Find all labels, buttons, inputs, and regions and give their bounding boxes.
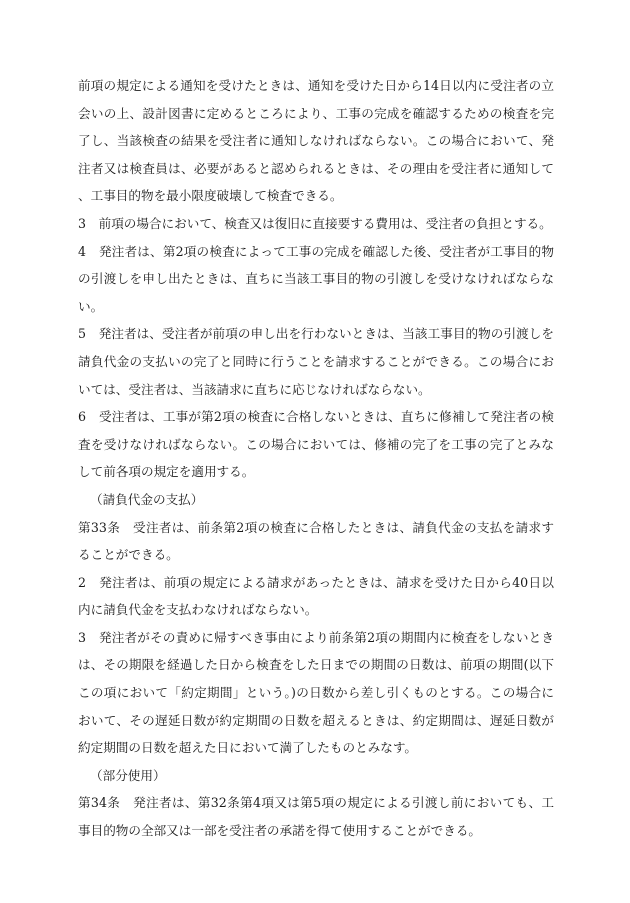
paragraph-clause-32-4: 4 発注者は、第2項の検査によって工事の完成を確認した後、受注者が工事目的物の引渡しを申し出たときは、直ちに当該工事目的物の引渡しを受けなければならない。 bbox=[78, 243, 554, 314]
paragraph-clause-32-6: 6 受注者は、工事が第2項の検査に合格しないときは、直ちに修補して発注者の検査を受けなければならない。この場合においては、修補の完了を工事の完了とみなして前各項の規定を適用する。 bbox=[78, 409, 555, 480]
paragraph-clause-33-3: 3 発注者がその責めに帰すべき事由により前条第2項の期間内に検査をしないときは、その期限を経過した日から検査をした日までの期間の日数は、前項の期間(以下この項において「約定期間」という。)の日数から差し引くものとする。この場合において、その遅延日数が約定期間の日数を超えるときは、約定期間は、遅延日数が約定期間の日数を超えた日において満了したものとみなす。 bbox=[78, 629, 554, 756]
section-heading-payment: （請負代金の支払） bbox=[90, 491, 204, 507]
paragraph-article-33: 第33条 受注者は、前条第2項の検査に合格したときは、請負代金の支払を請求することができる。 bbox=[78, 519, 554, 563]
paragraph-article-34: 第34条 発注者は、第32条第4項又は第5項の規定による引渡し前においても、工事目的物の全部又は一部を受注者の承諾を得て使用することができる。 bbox=[78, 795, 554, 839]
paragraph-clause-32-5: 5 発注者は、受注者が前項の申し出を行わないときは、当該工事目的物の引渡しを請負代金の支払いの完了と同時に行うことを請求することができる。この場合においては、受注者は、当該請求に直ちに応じなければならない。 bbox=[78, 326, 554, 397]
document-body bbox=[78, 72, 554, 845]
paragraph-clause-32-3: 3 前項の場合において、検査又は復旧に直接要する費用は、受注者の負担とする。 bbox=[78, 215, 552, 231]
section-heading-partial-use: （部分使用） bbox=[90, 767, 166, 783]
paragraph-inspection-completion: 前項の規定による通知を受けたときは、通知を受けた日から14日以内に受注者の立会いの上、設計図書に定めるところにより、工事の完成を確認するための検査を完了し、当該検査の結果を受注者に通知しなければならない。この場合において、発注者又は検査員は、必要があると認められるときは、その理由を受注者に通知して、工事目的物を最小限度破壊して検査できる。 bbox=[78, 78, 555, 204]
paragraph-clause-33-2: 2 発注者は、前項の規定による請求があったときは、請求を受けた日から40日以内に請負代金を支払わなければならない。 bbox=[78, 574, 554, 618]
